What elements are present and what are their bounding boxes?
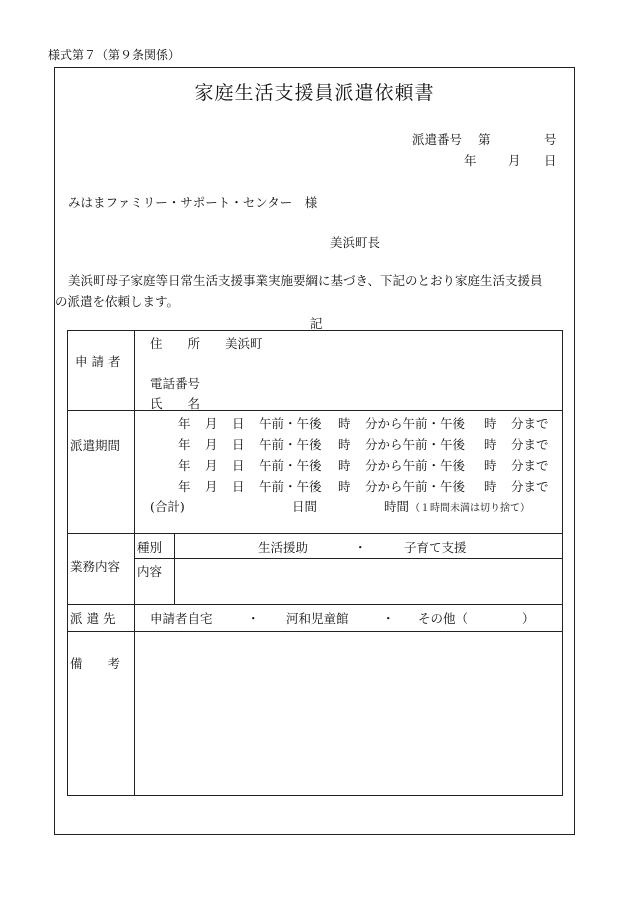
destination-separator: ・ xyxy=(382,611,395,626)
name-label: 氏 名 xyxy=(150,396,201,411)
hour-start: 時 xyxy=(338,437,351,452)
destination-option-home: 申請者自宅 xyxy=(150,611,213,626)
dispatch-number-go: 号 xyxy=(544,132,557,147)
hour-end: 時 xyxy=(484,416,497,431)
destination-option-kowa-hall: 河和児童館 xyxy=(286,611,349,626)
type-separator: ・ xyxy=(354,540,367,555)
year-label: 年 xyxy=(178,437,191,452)
hour-start: 時 xyxy=(338,416,351,431)
row-divider xyxy=(67,604,563,605)
destination-option-other: その他（ xyxy=(418,611,469,626)
until-text: 分まで xyxy=(511,437,549,452)
destination-label: 派 遣 先 xyxy=(70,611,116,626)
row-divider xyxy=(67,533,563,534)
body-text-line2: の派遣を依頼します。 xyxy=(55,294,180,309)
addressee: みはまファミリー・サポート・センター 様 xyxy=(68,195,318,210)
issuer: 美浜町長 xyxy=(330,235,381,250)
work-label: 業務内容 xyxy=(70,559,121,574)
from-text: 分から午前・午後 xyxy=(365,416,466,431)
from-text: 分から午前・午後 xyxy=(365,479,466,494)
hour-start: 時 xyxy=(338,458,351,473)
month-label: 月 xyxy=(205,479,218,494)
ki-heading: 記 xyxy=(310,316,323,331)
address-value: 美浜町 xyxy=(225,336,263,351)
row-divider xyxy=(67,631,563,632)
destination-separator: ・ xyxy=(247,611,260,626)
applicant-label: 申 請 者 xyxy=(75,354,121,369)
ampm-start: 午前・午後 xyxy=(259,479,322,494)
row-divider xyxy=(67,410,563,411)
month-label: 月 xyxy=(205,458,218,473)
date-day-label: 日 xyxy=(544,153,557,168)
year-label: 年 xyxy=(178,458,191,473)
month-label: 月 xyxy=(205,416,218,431)
period-label: 派遣期間 xyxy=(70,438,121,453)
label-column-divider xyxy=(134,330,135,796)
type-label: 種別 xyxy=(137,540,163,555)
hour-end: 時 xyxy=(484,479,497,494)
row-divider xyxy=(134,558,563,559)
hour-end: 時 xyxy=(484,437,497,452)
day-label: 日 xyxy=(232,479,245,494)
form-title: 家庭生活支援員派遣依頼書 xyxy=(194,82,435,104)
until-text: 分まで xyxy=(511,479,549,494)
hours-label: 時間 xyxy=(384,499,410,514)
destination-close-paren: ） xyxy=(522,611,535,626)
type-option-childcare: 子育て支援 xyxy=(404,540,467,555)
hours-note: （１時間未満は切り捨て） xyxy=(410,503,530,514)
from-text: 分から午前・午後 xyxy=(365,437,466,452)
ampm-start: 午前・午後 xyxy=(259,437,322,452)
until-text: 分まで xyxy=(511,458,549,473)
year-label: 年 xyxy=(178,479,191,494)
total-label: (合計) xyxy=(150,499,185,514)
month-label: 月 xyxy=(205,437,218,452)
hour-start: 時 xyxy=(338,479,351,494)
dispatch-number-label: 派遣番号 xyxy=(412,132,463,147)
dispatch-number-dai: 第 xyxy=(478,132,491,147)
body-text-line1: 美浜町母子家庭等日常生活支援事業実施要綱に基づき、下記のとおり家庭生活支援員 xyxy=(68,273,543,288)
date-month-label: 月 xyxy=(508,153,521,168)
date-year-label: 年 xyxy=(464,153,477,168)
day-label: 日 xyxy=(232,437,245,452)
days-label: 日間 xyxy=(292,499,318,514)
content-label: 内容 xyxy=(137,564,163,579)
day-label: 日 xyxy=(232,458,245,473)
form-reference: 様式第７（第９条関係） xyxy=(48,48,181,62)
from-text: 分から午前・午後 xyxy=(365,458,466,473)
address-label: 住 所 xyxy=(150,336,201,351)
remarks-label: 備 考 xyxy=(70,656,121,671)
subcolumn-divider xyxy=(174,533,175,604)
until-text: 分まで xyxy=(511,416,549,431)
phone-label: 電話番号 xyxy=(150,376,201,391)
type-option-living: 生活援助 xyxy=(258,540,309,555)
year-label: 年 xyxy=(178,416,191,431)
day-label: 日 xyxy=(232,416,245,431)
ampm-start: 午前・午後 xyxy=(259,416,322,431)
ampm-start: 午前・午後 xyxy=(259,458,322,473)
hour-end: 時 xyxy=(484,458,497,473)
